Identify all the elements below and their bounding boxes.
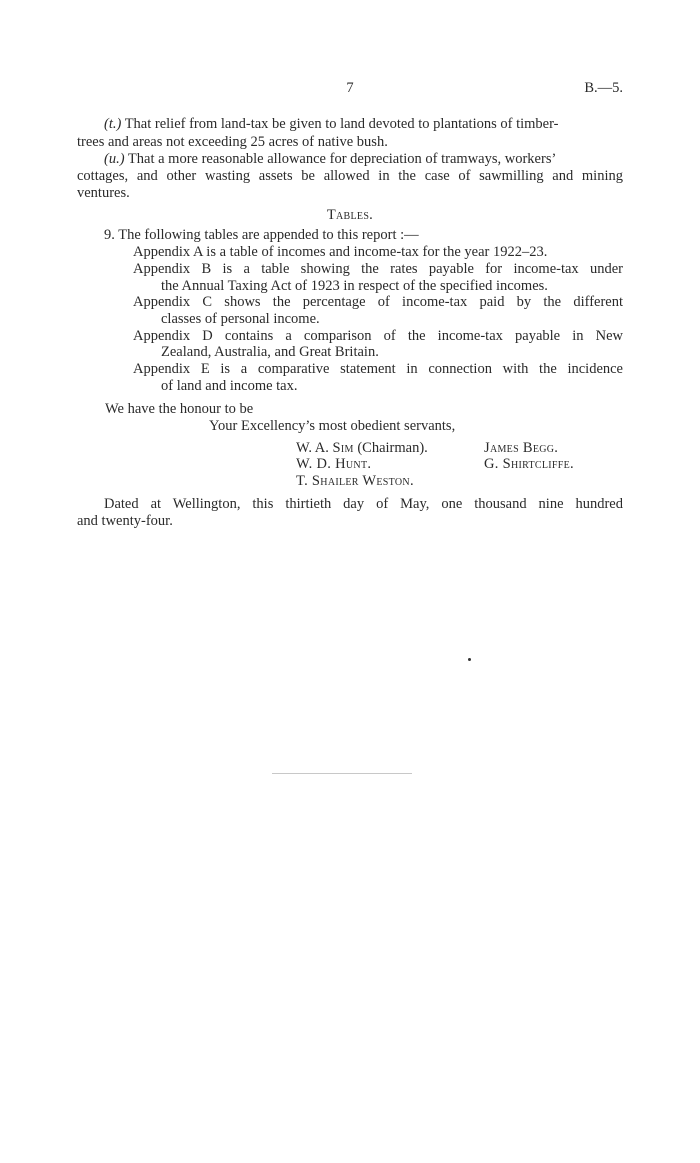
signatory-begg: James Begg. xyxy=(484,440,559,456)
page-number: 7 xyxy=(346,80,354,96)
appendix-c-line-2: classes of personal income. xyxy=(161,311,320,327)
appendix-e-line-1: Appendix E is a comparative statement in connection with the incidence xyxy=(133,361,623,377)
appendix-b-line-2: the Annual Taxing Act of 1923 in respect of the specified incomes. xyxy=(161,278,548,294)
dated-line-2: and twenty-four. xyxy=(77,513,173,529)
tables-heading: Tables. xyxy=(326,207,374,223)
document-code: B.—5. xyxy=(584,80,623,96)
item-t-line-1 xyxy=(104,116,623,133)
signatory-sim xyxy=(296,440,428,457)
appendix-b-line-1: Appendix B is a table showing the rates payable for income-tax under xyxy=(133,261,623,277)
signatory-shirtcliffe: G. Shirtcliffe. xyxy=(484,456,574,472)
item-u-marker: (u.) xyxy=(104,151,125,167)
appendix-c-line-1: Appendix C shows the percentage of income-tax paid by the different xyxy=(133,294,623,310)
dated-line-1: Dated at Wellington, this thirtieth day of May, one thousand nine hundred xyxy=(104,496,623,512)
appendix-d-line-1: Appendix D contains a comparison of the income-tax payable in New xyxy=(133,328,623,344)
item-u-text: That a more reasonable allowance for depreciation of tramways, workers’ xyxy=(127,151,557,167)
appendix-d-line-2: Zealand, Australia, and Great Britain. xyxy=(161,344,379,360)
signatory-sim-initials: W. A. xyxy=(296,440,329,456)
item-t-line-2: trees and areas not exceeding 25 acres of native bush. xyxy=(77,134,388,150)
page-header xyxy=(0,80,700,100)
signatory-weston: T. Shailer Weston. xyxy=(296,473,414,489)
section-9-intro: 9. The following tables are appended to this report :— xyxy=(104,227,419,243)
appendix-a: Appendix A is a table of incomes and income-tax for the year 1922–23. xyxy=(133,244,548,260)
item-u-line-3: ventures. xyxy=(77,185,130,201)
item-u-line-2: cottages, and other wasting assets be allowed in the case of sawmilling and mining xyxy=(77,168,623,184)
signatory-sim-role: (Chairman). xyxy=(357,440,428,456)
item-t-text: That relief from land-tax be given to land devoted to plantations of timber- xyxy=(124,116,559,132)
closing-servants: Your Excellency’s most obedient servants, xyxy=(209,418,456,434)
closing-honour: We have the honour to be xyxy=(105,401,254,417)
item-u-line-1 xyxy=(104,151,623,168)
appendix-e-line-2: of land and income tax. xyxy=(161,378,298,394)
signatory-sim-surname: Sim xyxy=(332,440,354,456)
scan-speck xyxy=(468,658,471,661)
signatory-hunt: W. D. Hunt. xyxy=(296,456,372,472)
scan-faint-rule xyxy=(272,773,412,774)
item-t-marker: (t.) xyxy=(104,116,122,132)
